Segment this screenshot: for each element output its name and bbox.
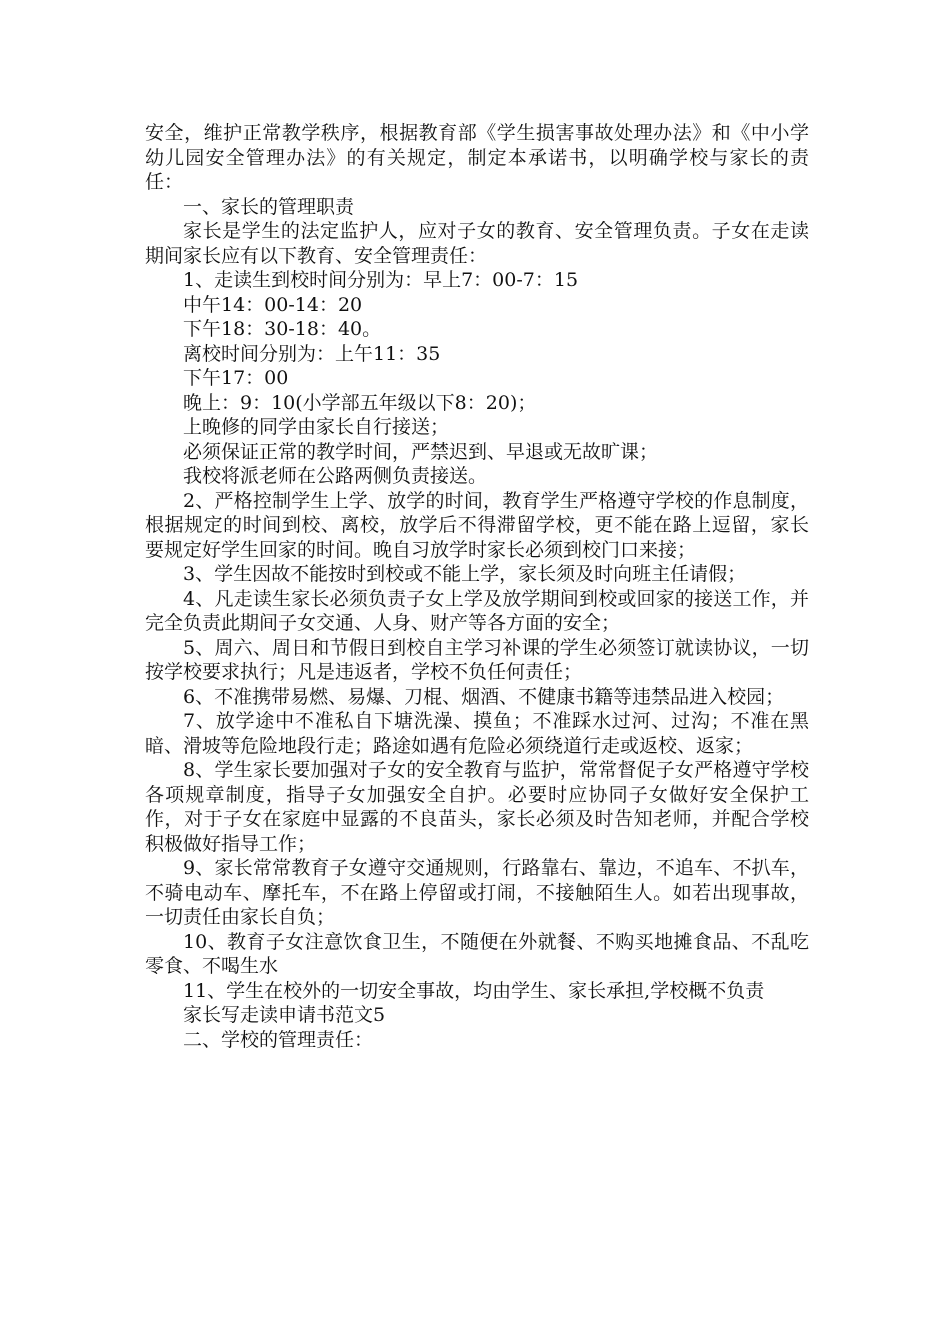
departure-afternoon: 下午17：00 [183, 367, 289, 389]
item-4-transport: 4、凡走读生家长必须负责子女上学及放学期间到校或回家的接送工作，并完全负责此期间子女交通、人身、财产等各方面的安全； [145, 587, 809, 634]
item-11-liability: 11、学生在校外的一切安全事故，均由学生、家长承担,学校概不负责 [183, 979, 765, 1002]
item-1-arrival-time: 1、走读生到校时间分别为：早上7：00-7：15 [183, 269, 579, 291]
departure-morning: 离校时间分别为：上午11：35 [183, 342, 441, 365]
sample-title: 家长写走读申请书范文5 [183, 1004, 386, 1026]
teacher-escort: 我校将派老师在公路两侧负责接送。 [183, 465, 488, 487]
item-10-food: 10、教育子女注意饮食卫生，不随便在外就餐、不购买地摊食品、不乱吃零食、不喝生水 [145, 930, 809, 977]
item-2-schedule: 2、严格控制学生上学、放学的时间，教育学生严格遵守学校的作息制度，根据规定的时间到校、离校，放学后不得滞留学校，更不能在路上逗留，家长要规定好学生回家的时间。晚自习放学时家长必须到校门口来接； [145, 489, 809, 561]
arrival-afternoon: 下午18：30-18：40。 [183, 318, 382, 340]
attendance-rule: 必须保证正常的教学时间，严禁迟到、早退或无故旷课； [183, 440, 659, 463]
item-9-traffic: 9、家长常常教育子女遵守交通规则，行路靠右、靠边，不追车、不扒车，不骑电动车、摩托车，不在路上停留或打闹，不接触陌生人。如若出现事故，一切责任由家长自负； [145, 857, 809, 928]
item-7-safety-route: 7、放学途中不准私自下塘洗澡、摸鱼；不准踩水过河、过沟；不准在黑暗、滑坡等危险地段行走；路途如遇有危险必须绕道行走或返校、返家； [145, 710, 809, 757]
paragraph-intro: 安全，维护正常教学秩序，根据教育部《学生损害事故处理办法》和《中小学幼儿园安全管理办法》的有关规定，制定本承诺书，以明确学校与家长的责任： [145, 122, 809, 193]
section-heading-school-duties: 二、学校的管理责任： [183, 1028, 374, 1051]
item-5-weekend: 5、周六、周日和节假日到校自主学习补课的学生必须签订就读协议，一切按学校要求执行；凡是违返者，学校不负任何责任； [145, 636, 809, 683]
item-3-leave: 3、学生因故不能按时到校或不能上学，家长须及时向班主任请假； [183, 563, 747, 585]
section-heading-parent-duties: 一、家长的管理职责 [183, 195, 355, 218]
departure-evening: 晚上：9：10(小学部五年级以下8：20)； [183, 391, 537, 414]
item-8-supervision: 8、学生家长要加强对子女的安全教育与监护，常常督促子女严格遵守学校各项规章制度，指导子女加强安全自护。必要时应协同子女做好安全保护工作，对于子女在家庭中显露的不良苗头，家长必须及时告知老师，并配合学校积极做好指导工作； [145, 759, 809, 855]
document-body [145, 121, 809, 1052]
item-6-prohibited: 6、不准携带易燃、易爆、刀棍、烟酒、不健康书籍等违禁品进入校园； [183, 685, 785, 708]
evening-pickup: 上晚修的同学由家长自行接送； [183, 416, 450, 438]
paragraph-guardian: 家长是学生的法定监护人，应对子女的教育、安全管理负责。子女在走读期间家长应有以下教育、安全管理责任： [145, 220, 809, 267]
arrival-noon: 中午14：00-14：20 [183, 293, 363, 316]
